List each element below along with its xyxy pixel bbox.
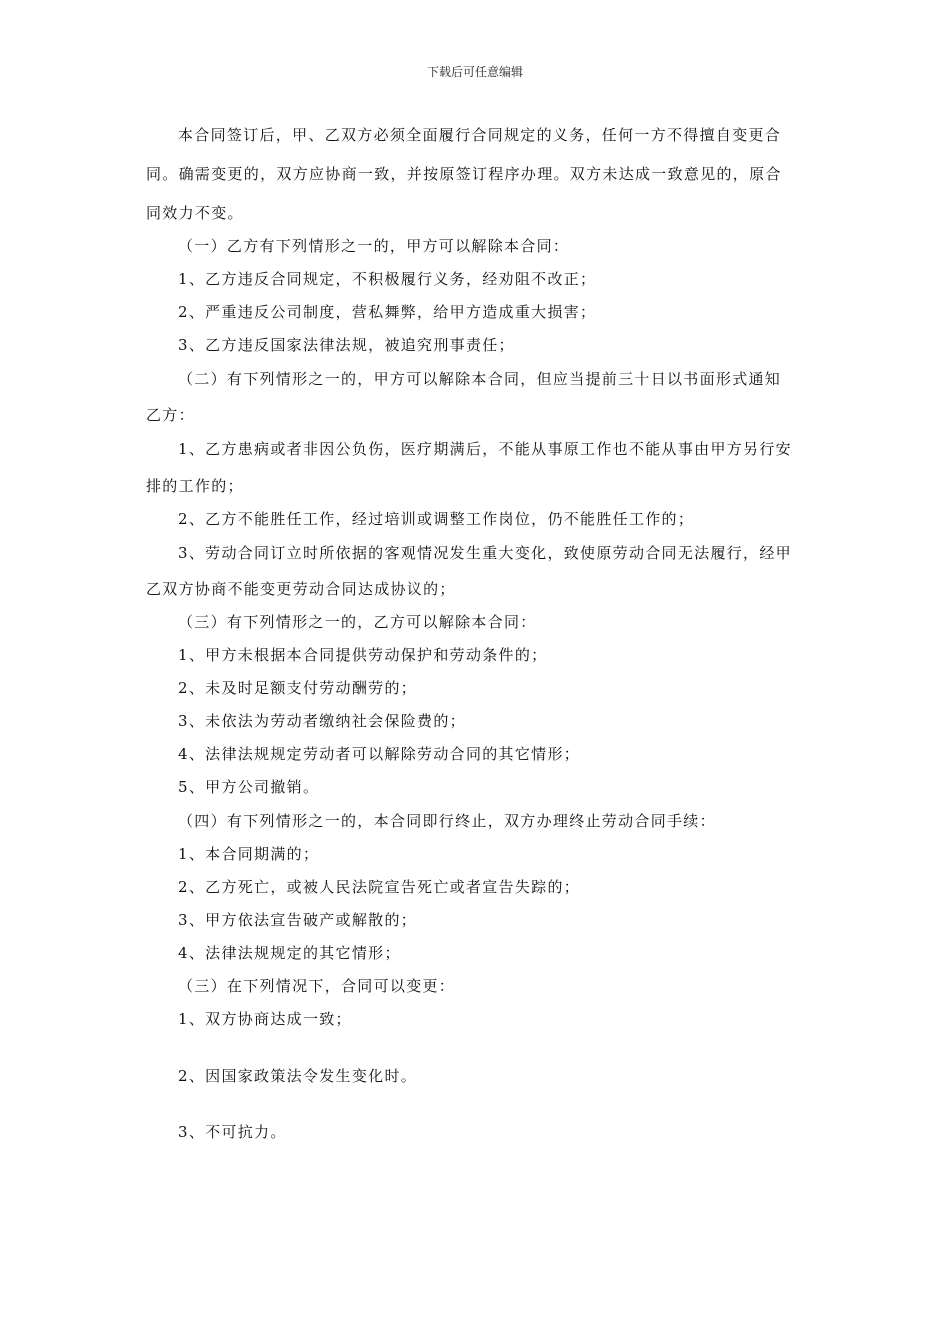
list-item: 1、双方协商达成一致； [178, 1010, 352, 1028]
section-heading: （二）有下列情形之一的，甲方可以解除本合同，但应当提前三十日以书面形式通知 [178, 370, 782, 388]
section-heading: （三）有下列情形之一的，乙方可以解除本合同： [178, 613, 537, 631]
list-item: 1、乙方违反合同规定，不积极履行义务，经劝阻不改正； [178, 270, 597, 288]
list-item: 3、不可抗力。 [178, 1123, 287, 1141]
paragraph-line: 本合同签订后，甲、乙双方必须全面履行合同规定的义务，任何一方不得擅自变更合 [178, 126, 782, 144]
page-header: 下载后可任意编辑 [426, 65, 523, 79]
list-item: 3、甲方依法宣告破产或解散的； [178, 911, 418, 929]
list-item: 3、乙方违反国家法律法规，被追究刑事责任； [178, 336, 515, 354]
paragraph-line: 乙方： [146, 406, 195, 424]
list-item: 4、法律法规规定劳动者可以解除劳动合同的其它情形； [178, 745, 581, 763]
list-item: 1、甲方未根据本合同提供劳动保护和劳动条件的； [178, 646, 548, 664]
list-item: 2、未及时足额支付劳动酬劳的； [178, 679, 418, 697]
paragraph-line: 同效力不变。 [146, 204, 244, 222]
list-item: 2、乙方不能胜任工作，经过培训或调整工作岗位，仍不能胜任工作的； [178, 510, 695, 528]
section-heading: （四）有下列情形之一的，本合同即行终止，双方办理终止劳动合同手续： [178, 812, 716, 830]
paragraph-line: 排的工作的； [146, 477, 244, 495]
list-item: 3、未依法为劳动者缴纳社会保险费的； [178, 712, 466, 730]
paragraph-line: 乙双方协商不能变更劳动合同达成协议的； [146, 580, 456, 598]
section-heading: （一）乙方有下列情形之一的，甲方可以解除本合同： [178, 237, 570, 255]
list-item: 2、严重违反公司制度，营私舞弊，给甲方造成重大损害； [178, 303, 597, 321]
list-item: 1、本合同期满的； [178, 845, 320, 863]
list-item: 2、乙方死亡，或被人民法院宣告死亡或者宣告失踪的； [178, 878, 581, 896]
paragraph-line: 同。确需变更的，双方应协商一致，并按原签订程序办理。双方未达成一致意见的，原合 [146, 165, 782, 183]
list-item: 1、乙方患病或者非因公负伤，医疗期满后，不能从事原工作也不能从事由甲方另行安 [178, 440, 792, 458]
section-heading: （三）在下列情况下，合同可以变更： [178, 977, 456, 995]
list-item: 2、因国家政策法令发生变化时。 [178, 1067, 418, 1085]
list-item: 4、法律法规规定的其它情形； [178, 944, 401, 962]
list-item: 5、甲方公司撤销。 [178, 778, 320, 796]
list-item: 3、劳动合同订立时所依据的客观情况发生重大变化，致使原劳动合同无法履行，经甲 [178, 544, 792, 562]
